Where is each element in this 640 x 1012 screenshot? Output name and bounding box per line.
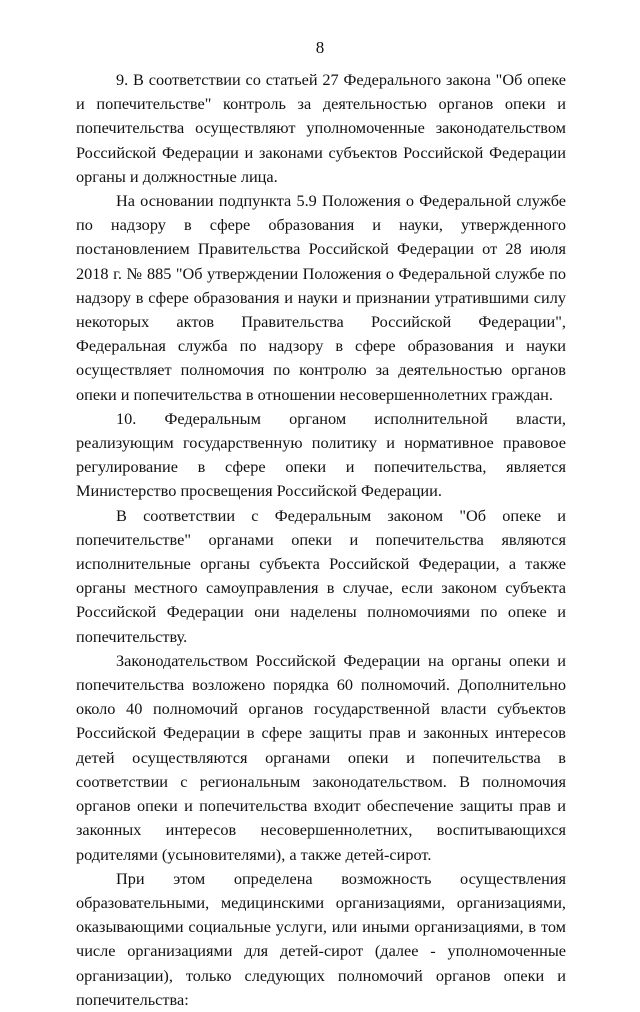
paragraph-9-guardianship-control: 9. В соответствии со статьей 27 Федерального закона "Об опеке и попечительстве" контроль за деятельностью органов опеки и попечительства осуществляют уполномоченные законодательством Российской Федерации и законами субъектов Российской Федерации органы и должностные лица. xyxy=(76,70,566,186)
paragraph-authorized-organizations: При этом определена возможность осуществления образовательными, медицинскими организациями, организациями, оказывающими социальные услуги, или иными организациями, в том числе организациями для детей-сирот (далее - уполномоченные организации), только следующих полномочий органов опеки и попечительства: xyxy=(76,868,566,1009)
paragraph-federal-service-supervision: На основании подпункта 5.9 Положения о Федеральной службе по надзору в сфере образования и науки, утвержденного постановлением Правительства Российской Федерации от 28 июля 2018 г. № 885 "Об утверждении Положения о Федеральной службе по надзору в сфере образования и науки и признании утратившими силу некоторых актов Правительства Российской Федерации", Федеральная служба по надзору в сфере образования и науки осуществляет полномочия по контролю за деятельностью органов опеки и попечительства в отношении несовершеннолетних граждан. xyxy=(76,191,566,404)
paragraph-powers-count: Законодательством Российской Федерации на органы опеки и попечительства возложено порядка 60 полномочий. Дополнительно около 40 полномочий органов государственной власти субъектов Российской Федерации в сфере защиты прав и законных интересов детей осуществляются органами опеки и попечительства в соответствии с региональным законодательством. В полномочия органов опеки и попечительства входит обеспечение защиты прав и законных интересов несовершеннолетних, воспитывающихся родителями (усыновителями), а также детей-сирот. xyxy=(76,650,566,864)
paragraph-guardianship-bodies: В соответствии с Федеральным законом "Об опеке и попечительстве" органами опеки и попечительства являются исполнительные органы субъекта Российской Федерации, а также органы местного самоуправления в случае, если законом субъекта Российской Федерации они наделены полномочиями по опеке и попечительству. xyxy=(76,505,566,646)
document-body xyxy=(76,68,566,1012)
paragraph-10-ministry-of-education: 10. Федеральным органом исполнительной власти, реализующим государственную политику и нормативное правовое регулирование в сфере опеки и попечительства, является Министерство просвещения Российской Федерации. xyxy=(76,408,566,501)
page-number: 8 xyxy=(315,38,325,57)
